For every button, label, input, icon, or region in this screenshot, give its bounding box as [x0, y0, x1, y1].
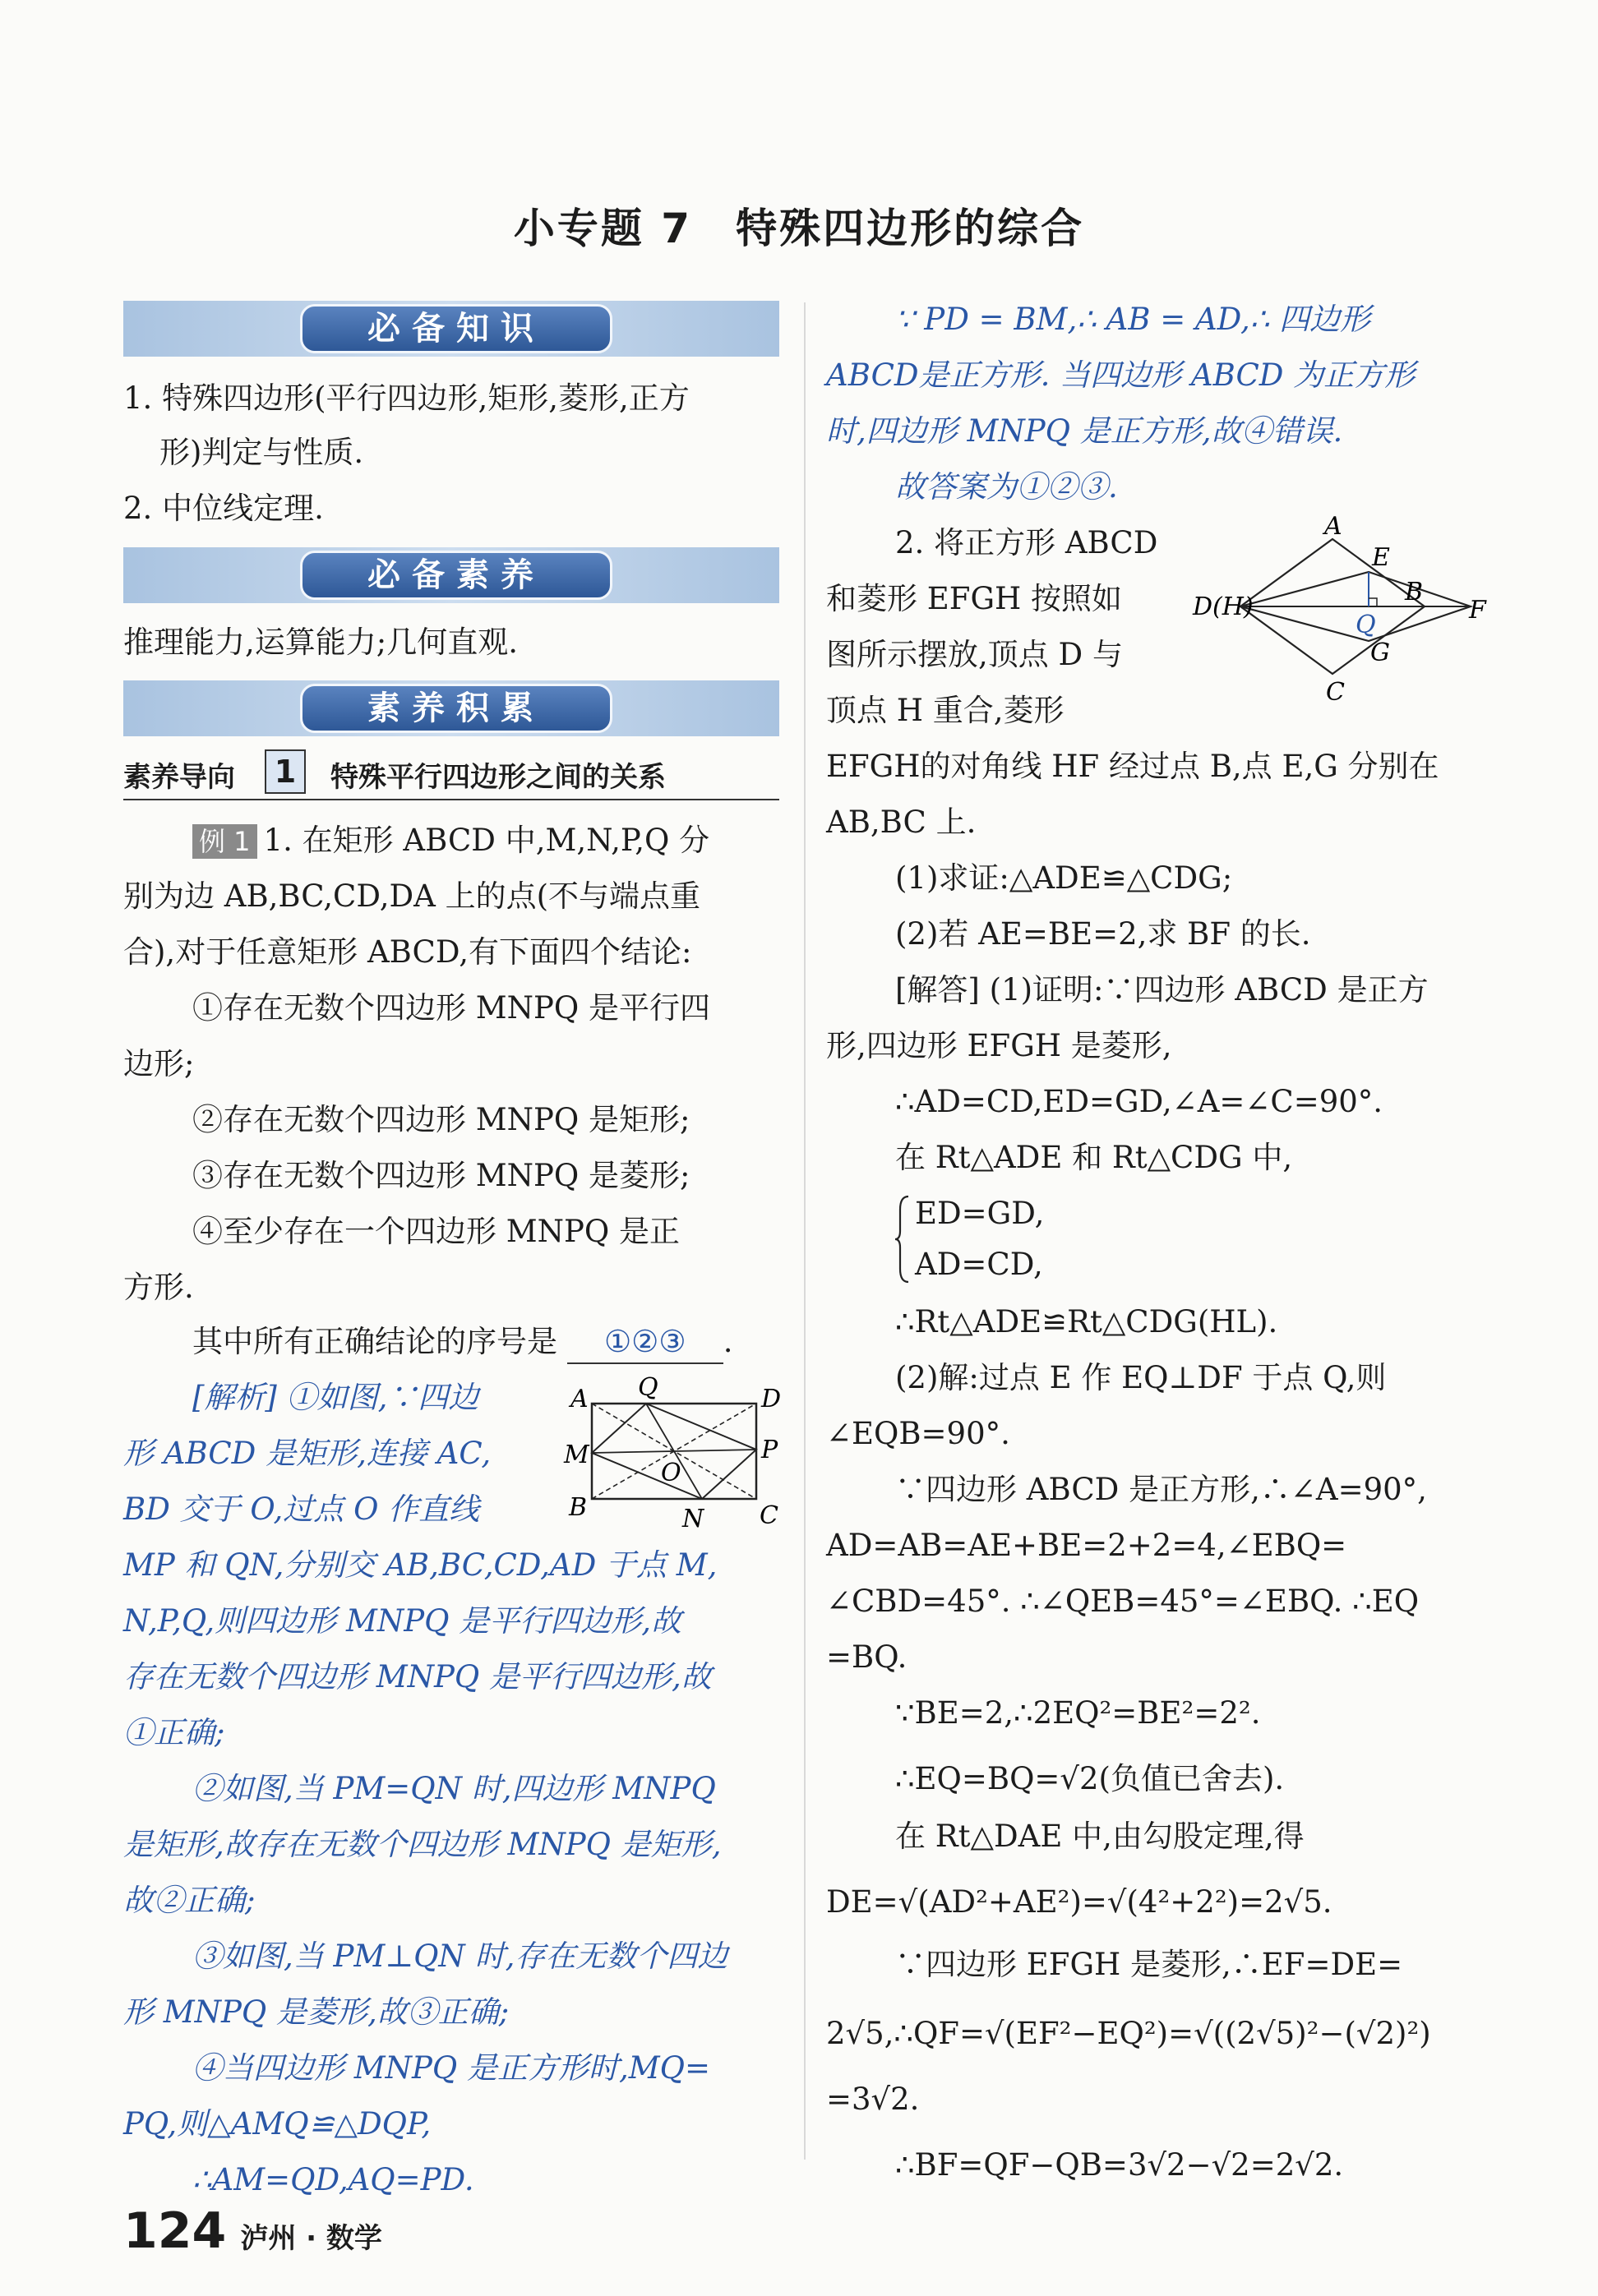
guide-heading	[123, 745, 779, 800]
figure-square-rhombus	[1193, 512, 1492, 707]
banner-knowledge	[123, 301, 779, 357]
fig2-label-G: G	[1370, 639, 1390, 667]
page-number: 124	[123, 2202, 227, 2260]
solution-line-3: BD 交于 O,过点 O 作直线	[123, 1491, 480, 1527]
answer-line-7: ∴Rt△ADE≌Rt△CDG(HL).	[895, 1304, 1278, 1339]
fig2-label-B: B	[1405, 578, 1424, 606]
fig1-label-P: P	[761, 1436, 778, 1464]
solution-line-1: [解析] ①如图,∵四边	[192, 1380, 479, 1415]
solution-line-7: ①正确;	[123, 1715, 225, 1750]
solution-line-2: 形 ABCD 是矩形,连接 AC,	[123, 1436, 492, 1471]
page-title: 小专题 7 特殊四边形的综合	[513, 205, 1085, 252]
conclusion-3: ③存在无数个四边形 MNPQ 是菱形;	[192, 1158, 690, 1193]
answer-b3: ∵四边形 ABCD 是正方形,∴∠A=90°,	[895, 1472, 1427, 1507]
answer-b6: =BQ.	[826, 1639, 908, 1675]
problem2-part2: (2)若 AE=BE=2,求 BF 的长.	[895, 916, 1311, 952]
solution-line-4: MP 和 QN,分别交 AB,BC,CD,AD 于点 M,	[123, 1547, 718, 1583]
banner-literacy	[123, 547, 779, 603]
example-tag: 例 1	[192, 824, 257, 859]
answer-line-4: 在 Rt△ADE 和 Rt△CDG 中,	[895, 1140, 1293, 1175]
solution-cont-2: ABCD是正方形. 当四边形 ABCD 为正方形	[826, 357, 1416, 393]
answer-line-6: AD=CD,	[915, 1247, 1043, 1282]
problem2-q6: AB,BC 上.	[826, 805, 977, 840]
fig1-label-C: C	[760, 1501, 778, 1530]
answer-b11: ∵四边形 EFGH 是菱形,∴EF=DE=	[895, 1947, 1403, 1982]
solution-line-12: 形 MNPQ 是菱形,故③正确;	[123, 1994, 510, 2030]
problem2-q1: 2. 将正方形 ABCD	[895, 525, 1158, 560]
example-ask-line	[192, 1321, 733, 1364]
solution-line-5: N,P,Q,则四边形 MNPQ 是平行四边形,故	[123, 1603, 681, 1639]
guide-text: 特殊平行四边形之间的关系	[330, 761, 666, 794]
answer-b12: 2√5,∴QF=√(EF²−EQ²)=√((2√5)²−(√2)²)	[826, 2016, 1431, 2051]
banner-accumulate	[123, 680, 779, 736]
fig1-label-A: A	[570, 1385, 589, 1413]
answer-b1: (2)解:过点 E 作 EQ⊥DF 于点 Q,则	[895, 1360, 1387, 1395]
problem2-q4: 顶点 H 重合,菱形	[826, 693, 1065, 728]
banner-literacy-label: 必备素养	[300, 551, 612, 600]
answer-blank: ①②③	[567, 1321, 723, 1364]
solution-line-15: ∴AM=QD,AQ=PD.	[192, 2162, 474, 2197]
solution-line-11: ③如图,当 PM⊥QN 时,存在无数个四边	[192, 1939, 728, 1974]
answer-b2: ∠EQB=90°.	[826, 1416, 1010, 1451]
solution-cont-3: 时,四边形 MNPQ 是正方形,故④错误.	[826, 413, 1343, 449]
answer-line-1: [解答] (1)证明:∵四边形 ABCD 是正方	[895, 972, 1429, 1007]
example-question-line-1	[192, 820, 709, 861]
problem2-part1: (1)求证:△ADE≌△CDG;	[895, 860, 1233, 896]
answer-line-2: 形,四边形 EFGH 是菱形,	[826, 1028, 1172, 1063]
fig2-label-Q: Q	[1356, 611, 1376, 639]
problem2-q2: 和菱形 EFGH 按照如	[826, 581, 1123, 616]
system-brace	[895, 1193, 912, 1285]
answer-b14: ∴BF=QF−QB=3√2−√2=2√2.	[895, 2147, 1344, 2183]
problem2-q5: EFGH的对角线 HF 经过点 B,点 E,G 分别在	[826, 749, 1439, 784]
fig1-label-D: D	[761, 1385, 782, 1413]
banner-accumulate-label: 素养积累	[300, 684, 612, 733]
fig2-label-E: E	[1372, 543, 1390, 572]
conclusion-4a: ④至少存在一个四边形 MNPQ 是正	[192, 1214, 681, 1249]
example-ask: 其中所有正确结论的序号是	[192, 1324, 557, 1359]
conclusion-4b: 方形.	[123, 1270, 194, 1305]
page-footer	[123, 2202, 382, 2260]
book-source: 泸州 · 数学	[240, 2222, 382, 2255]
answer-b5: ∠CBD=45°. ∴∠QEB=45°=∠EBQ. ∴EQ	[826, 1584, 1420, 1619]
answer-b9: 在 Rt△DAE 中,由勾股定理,得	[895, 1819, 1305, 1854]
example-q2: 别为边 AB,BC,CD,DA 上的点(不与端点重	[123, 878, 701, 914]
answer-line-3: ∴AD=CD,ED=GD,∠A=∠C=90°.	[895, 1084, 1383, 1119]
answer-b13: =3√2.	[826, 2082, 920, 2117]
fig1-label-M: M	[564, 1441, 589, 1469]
answer-b10: DE=√(AD²+AE²)=√(4²+2²)=2√5.	[826, 1884, 1332, 1920]
fig2-label-C: C	[1326, 678, 1345, 707]
conclusion-2: ②存在无数个四边形 MNPQ 是矩形;	[192, 1102, 690, 1137]
fig1-label-B: B	[569, 1493, 588, 1522]
solution-line-9: 是矩形,故存在无数个四边形 MNPQ 是矩形,	[123, 1827, 722, 1862]
banner-knowledge-label: 必备知识	[300, 304, 612, 353]
answer-period: .	[723, 1324, 733, 1359]
fig1-label-O: O	[661, 1459, 681, 1487]
conclusion-1b: 边形;	[123, 1046, 195, 1081]
solution-line-13: ④当四边形 MNPQ 是正方形时,MQ=	[192, 2050, 710, 2086]
answer-b8: ∴EQ=BQ=√2(负值已舍去).	[895, 1761, 1285, 1796]
answer-b7: ∵BE=2,∴2EQ²=BE²=2².	[895, 1695, 1261, 1731]
figure-rectangle	[559, 1371, 782, 1535]
fig1-label-Q: Q	[638, 1373, 658, 1402]
solution-cont-4: 故答案为①②③.	[895, 469, 1118, 505]
fig2-label-F: F	[1469, 596, 1486, 625]
fig2-label-A: A	[1324, 512, 1342, 541]
conclusion-1a: ①存在无数个四边形 MNPQ 是平行四	[192, 990, 711, 1026]
solution-line-14: PQ,则△AMQ≌△DQP,	[123, 2106, 432, 2142]
fig1-label-N: N	[682, 1505, 704, 1533]
knowledge-item-2: 2. 中位线定理.	[123, 491, 324, 526]
solution-line-10: 故②正确;	[123, 1883, 256, 1918]
solution-cont-1: ∵ PD = BM,∴ AB = AD,∴ 四边形	[895, 302, 1371, 337]
guide-label: 素养导向	[123, 761, 235, 794]
column-divider	[804, 302, 806, 2160]
solution-line-8: ②如图,当 PM=QN 时,四边形 MNPQ	[192, 1771, 716, 1806]
problem2-q3: 图所示摆放,顶点 D 与	[826, 637, 1123, 672]
solution-line-6: 存在无数个四边形 MNPQ 是平行四边形,故	[123, 1659, 712, 1694]
knowledge-item-1a: 1. 特殊四边形(平行四边形,矩形,菱形,正方	[123, 380, 690, 416]
literacy-text: 推理能力,运算能力;几何直观.	[123, 625, 518, 660]
example-q3: 合),对于任意矩形 ABCD,有下面四个结论:	[123, 934, 692, 970]
answer-b4: AD=AB=AE+BE=2+2=4,∠EBQ=	[826, 1528, 1347, 1563]
knowledge-item-1b: 形)判定与性质.	[159, 435, 364, 470]
fig2-label-DH: D(H)	[1193, 592, 1254, 621]
guide-number: 1	[265, 749, 306, 794]
answer-line-5: ED=GD,	[915, 1196, 1045, 1231]
example-q1-text: 1. 在矩形 ABCD 中,M,N,P,Q 分	[263, 823, 710, 858]
